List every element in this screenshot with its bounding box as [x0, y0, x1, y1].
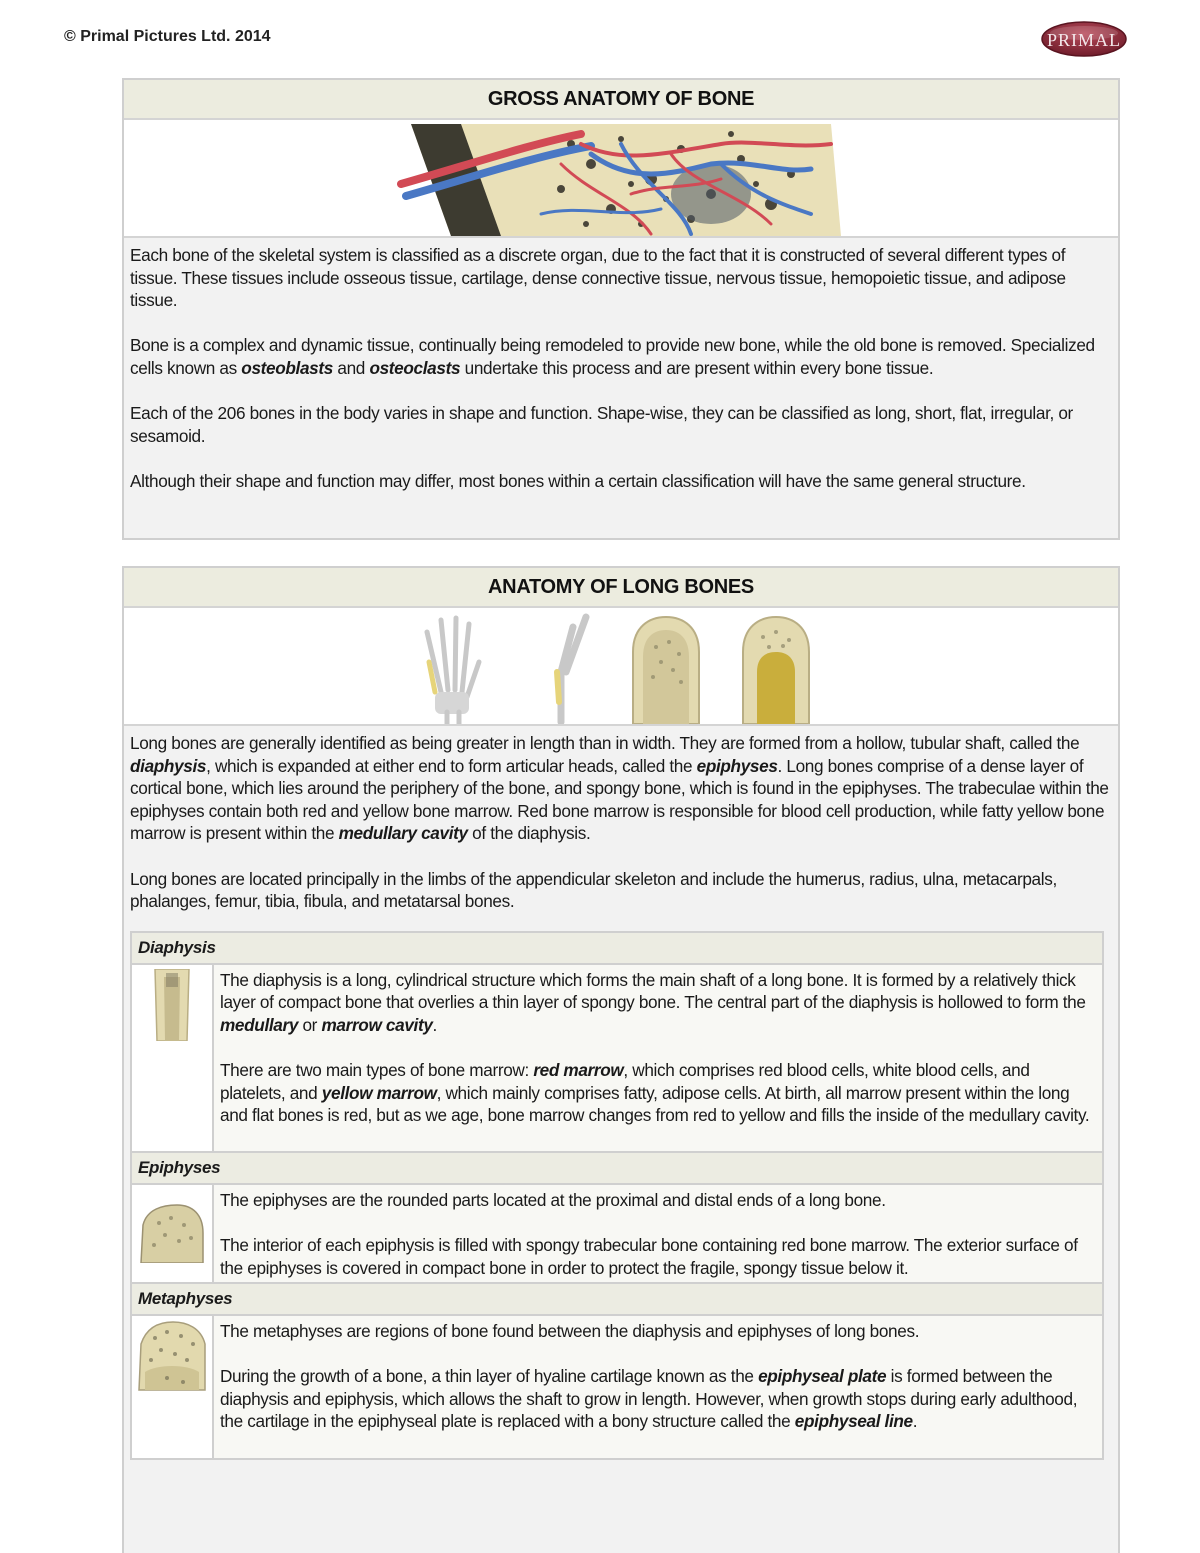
copyright-notice: © Primal Pictures Ltd. 2014: [64, 28, 271, 45]
term-yellow-marrow: yellow marrow: [321, 1082, 437, 1103]
metaphyses-thumbnail-cell: [132, 1316, 214, 1458]
epiphyses-thumbnail-cell: [132, 1185, 214, 1282]
long-paragraph-1: Long bones are generally identified as being greater in length than in width. They are formed from a hollow, tubular shaft, called the diaphysis, which is expanded at either end to form articular heads, called the epiphyses. Long bones comprise of a dense layer of cortical bone, which lies around the periphery of the bone, and spongy bone, which is found in the epiphyses. The trabeculae within the epiphyses contain both red and yellow bone marrow. Red bone marrow is responsible for blood cell production, while fatty yellow bone marrow is present within the medullary cavity of the diaphysis.: [130, 733, 1109, 844]
diaphysis-row: [132, 965, 1102, 1153]
gross-paragraph-3: Each of the 206 bones in the body varies in shape and function. Shape-wise, they can be classified as long, short, flat, irregular, or sesamoid.: [130, 403, 1073, 446]
bone-parts-table: [130, 931, 1104, 1460]
diaphysis-thumbnail-cell: [132, 965, 214, 1151]
svg-text:PRIMAL: PRIMAL: [1046, 30, 1122, 50]
long-paragraph-2: Long bones are located principally in the limbs of the appendicular skeleton and include the humerus, radius, ulna, metacarpals, phalanges, femur, tibia, fibula, and metatarsal bones.: [130, 868, 1057, 912]
metaphyses-description: [214, 1316, 1102, 1458]
epiphyses-paragraph-1: The epiphyses are the rounded parts located at the proximal and distal ends of a long bone.: [220, 1189, 886, 1210]
bone-vessels-illustration: [391, 124, 851, 236]
epiphyses-row: [132, 1185, 1102, 1284]
gross-paragraph-4: Although their shape and function may differ, most bones within a certain classification will have the same general structure.: [130, 470, 1026, 491]
diaphysis-paragraph-2: There are two main types of bone marrow: red marrow, which comprises red blood cells, white blood cells, and platelets, and yellow marrow, which mainly comprises fatty, adipose cells. At birth, all marrow present within the long and flat bones is red, but as we age, bone marrow changes from red to yellow and fills the inside of the medullary cavity.: [220, 1060, 1090, 1126]
term-medullary: medullary: [220, 1014, 299, 1035]
term-epiphyses: epiphyses: [696, 755, 778, 776]
long-bones-section: [122, 566, 1120, 1553]
gross-anatomy-text: [124, 238, 1118, 501]
gross-anatomy-section: [122, 78, 1120, 540]
term-medullary-cavity: medullary cavity: [338, 823, 468, 844]
gross-anatomy-title: GROSS ANATOMY OF BONE: [124, 80, 1118, 120]
metaphyses-heading: Metaphyses: [132, 1284, 1102, 1316]
metaphyses-thumbnail: [137, 1320, 207, 1392]
diaphysis-heading: Diaphysis: [132, 933, 1102, 965]
epiphyses-description: [214, 1185, 1102, 1282]
term-red-marrow: red marrow: [533, 1060, 624, 1081]
term-epiphyseal-line: epiphyseal line: [794, 1411, 913, 1432]
gross-paragraph-2: Bone is a complex and dynamic tissue, continually being remodeled to provide new bone, while the old bone is removed. Specialized cells known as osteoblasts and osteoclasts undertake this process and are present within every bone tissue.: [130, 335, 1095, 378]
metaphyses-paragraph-1: The metaphyses are regions of bone found between the diaphysis and epiphyses of long bones.: [220, 1320, 920, 1341]
long-bones-text: [124, 726, 1118, 921]
bone-end-image-1: [633, 617, 699, 724]
long-bones-title: ANATOMY OF LONG BONES: [124, 568, 1118, 608]
hand-skeleton-image: [427, 618, 479, 724]
epiphyses-heading: Epiphyses: [132, 1153, 1102, 1185]
bone-end-image-2: [743, 617, 809, 724]
long-bones-illustrations: [411, 612, 831, 724]
gross-paragraph-1: Each bone of the skeletal system is classified as a discrete organ, due to the fact that it is constructed of several different types of tissue. These tissues include osseous tissue, cartilage, dense connective tissue, nervous tissue, hemopoietic tissue, and adipose tissue.: [130, 245, 1066, 311]
term-diaphysis: diaphysis: [130, 755, 207, 776]
primal-logo: [1040, 20, 1128, 58]
diaphysis-thumbnail: [149, 969, 195, 1041]
bone-cross-section-image-row: [124, 120, 1118, 238]
term-marrow-cavity: marrow cavity: [321, 1014, 433, 1035]
finger-bone-image: [561, 617, 586, 722]
metaphyses-row: [132, 1316, 1102, 1460]
diaphysis-description: [214, 965, 1102, 1151]
epiphyses-paragraph-2: The interior of each epiphysis is filled with spongy trabecular bone containing red bone marrow. The exterior surface of the epiphyses is covered in compact bone in order to protect the fragile, spongy tissue below it.: [220, 1234, 1078, 1278]
epiphyses-thumbnail: [139, 1203, 205, 1263]
term-osteoblasts: osteoblasts: [241, 357, 333, 378]
diaphysis-paragraph-1: The diaphysis is a long, cylindrical structure which forms the main shaft of a long bone. It is formed by a relatively thick layer of compact bone that overlies a thin layer of spongy bone. The central part of the diaphysis is hollowed to form the medullary or marrow cavity.: [220, 969, 1086, 1035]
metaphyses-paragraph-2: During the growth of a bone, a thin layer of hyaline cartilage known as the epiphyseal plate is formed between the diaphysis and epiphysis, which allows the shaft to grow in length. However, when growth stops during early adulthood, the cartilage in the epiphyseal plate is replaced with a bony structure called the epiphyseal line.: [220, 1365, 1078, 1432]
long-bones-image-row: [124, 608, 1118, 726]
term-epiphyseal-plate: epiphyseal plate: [758, 1365, 887, 1386]
term-osteoclasts: osteoclasts: [369, 357, 461, 378]
